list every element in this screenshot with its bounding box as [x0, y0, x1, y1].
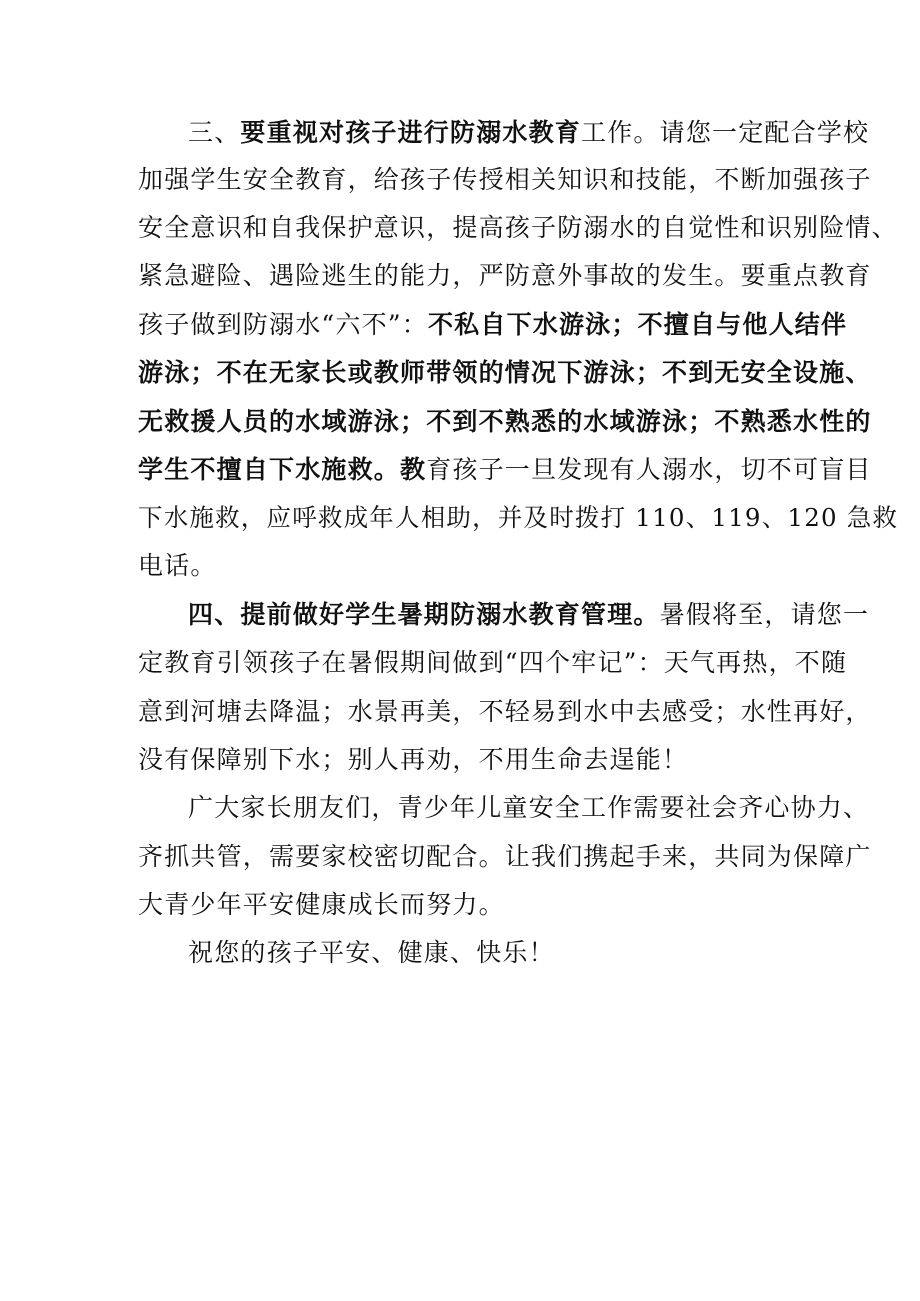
text-segment: 工作。请您一定配合学校 — [581, 118, 870, 147]
text-segment: 祝您的孩子平安、健康、快乐！ — [188, 938, 555, 967]
text-segment: 紧急避险、遇险逃生的能力，严防意外事故的发生。要重点教育 — [138, 261, 872, 290]
text-line — [138, 261, 872, 291]
text-line — [138, 551, 217, 581]
text-segment-bold: 游泳；不在无家长或教师带领的情况下游泳；不到无安全设施、 — [138, 358, 872, 387]
text-line — [138, 455, 872, 485]
text-segment: 齐抓共管，需要家校密切配合。让我们携起手来，共同为保障广 — [138, 842, 872, 871]
text-segment-bold: 要重视对孩子进行防溺水教育 — [240, 118, 582, 147]
text-segment: 育孩子一旦发现有人溺水，切不可盲目 — [426, 455, 872, 484]
text-segment: 孩子做到防溺水“六不”： — [138, 310, 428, 339]
text-line — [138, 890, 505, 920]
text-segment: 下水施救，应呼救成年人相助，并及时拨打 110、119、120 急救 — [138, 503, 899, 532]
text-segment-bold: 不私自下水游泳；不擅自与他人结伴 — [427, 310, 848, 339]
text-segment: 安全意识和自我保护意识，提高孩子防溺水的自觉性和识别险情、 — [138, 213, 898, 242]
text-segment: 意到河塘去降温；水景再美，不轻易到水中去感受；水性再好， — [138, 697, 872, 726]
text-line — [138, 358, 872, 388]
text-segment-bold: 学生不擅自下水施救。教 — [138, 455, 427, 484]
text-line — [138, 407, 872, 437]
text-segment: 三、 — [188, 118, 241, 147]
text-line — [138, 648, 847, 678]
text-line — [138, 842, 872, 872]
text-line — [138, 697, 872, 727]
text-line — [138, 213, 898, 243]
text-segment: 加强学生安全教育，给孩子传授相关知识和技能，不断加强孩子 — [138, 165, 872, 194]
text-segment: 电话。 — [138, 551, 217, 580]
text-segment: 没有保障别下水；别人再劝，不用生命去逞能！ — [138, 745, 689, 774]
text-line — [188, 118, 869, 148]
text-segment-bold: 四、提前做好学生暑期防溺水教育管理。 — [188, 600, 660, 629]
text-line — [188, 600, 869, 630]
text-line — [188, 938, 555, 968]
text-segment: 定教育引领孩子在暑假期间做到“四个牢记”：天气再热，不随 — [138, 648, 848, 677]
text-line — [138, 310, 847, 340]
text-segment: 大青少年平安健康成长而努力。 — [138, 890, 505, 919]
text-line — [188, 793, 869, 823]
text-segment: 暑假将至，请您一 — [659, 600, 870, 629]
text-segment: 广大家长朋友们，青少年儿童安全工作需要社会齐心协力、 — [188, 793, 870, 822]
text-line — [138, 165, 872, 195]
text-line — [138, 503, 898, 533]
text-line — [138, 745, 688, 775]
text-segment-bold: 无救援人员的水域游泳；不到不熟悉的水域游泳；不熟悉水性的 — [138, 407, 872, 436]
